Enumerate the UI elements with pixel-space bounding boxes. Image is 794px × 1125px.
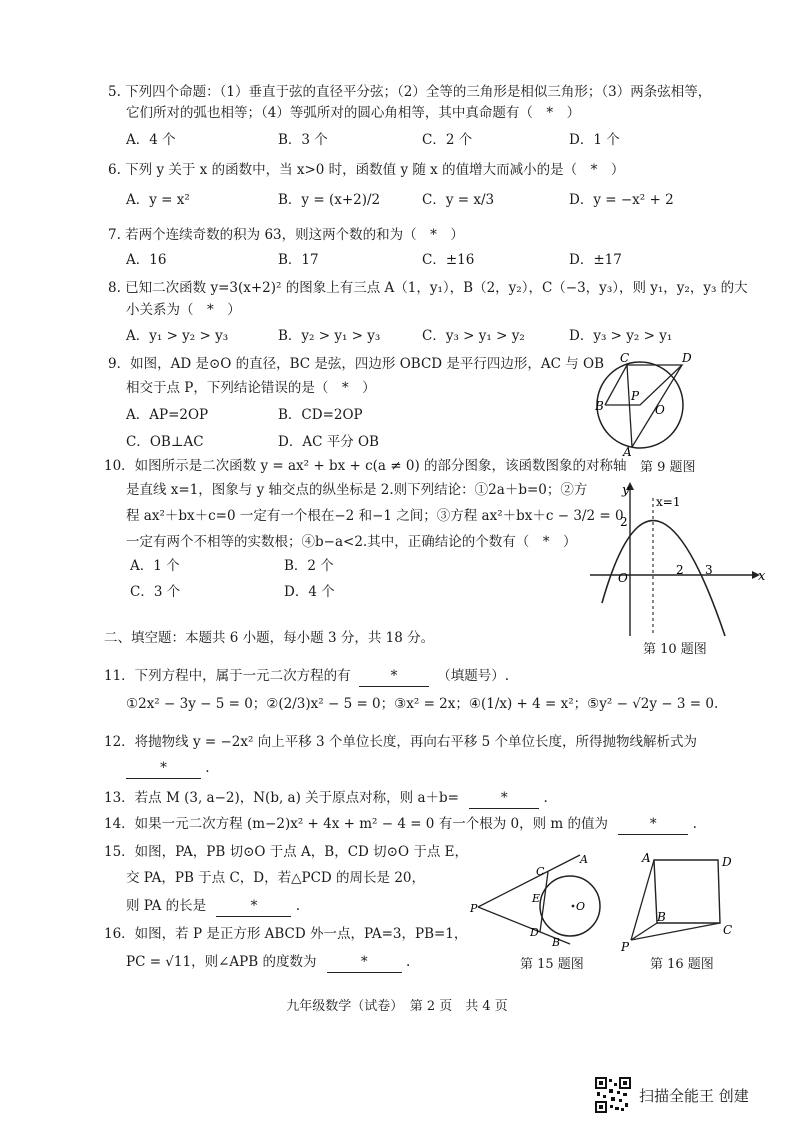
q16-label-d: D	[722, 855, 732, 869]
q10-figure	[590, 478, 770, 638]
q15-line2: 交 PA，PB 于点 C，D，若△PCD 的周长是 20，	[126, 870, 426, 886]
q11-tail: （填题号）.	[437, 668, 510, 684]
q15-blank[interactable]: *	[216, 896, 291, 917]
q7-option-b: B．17	[278, 252, 319, 268]
q9-label-c: C	[620, 351, 630, 365]
q15-prompt: 则 PA 的长是	[126, 898, 207, 914]
q8-option-b: B．y₂ > y₁ > y₃	[278, 328, 381, 344]
q10-line2: 是直线 x=1，图象与 y 轴交点的纵坐标是 2.则下列结论：①2a＋b=0；②方	[126, 482, 588, 498]
q10-line1: 10．如图所示是二次函数 y = ax² + bx + c(a ≠ 0) 的部分图象，该函数图象的对称轴	[104, 458, 627, 474]
q9-label-b: B	[595, 399, 604, 413]
q15-tail: .	[295, 898, 301, 914]
q7-line1: 7. 若两个连续奇数的积为 63，则这两个数的和为（ * ）	[108, 227, 464, 243]
q10-option-a: A．1 个	[130, 558, 180, 574]
q6-option-c: C．y = x/3	[422, 192, 495, 208]
q9-option-a: A．AP=2OP	[126, 407, 209, 423]
q11-line1	[104, 666, 509, 687]
q15-label-e: E	[532, 892, 541, 905]
q15-label-a: A	[580, 853, 588, 866]
q10-line3: 程 ax²＋bx＋c=0 一定有一个根在−2 和−1 之间；③方程 ax²＋bx＋c − 3/2 = 0	[126, 508, 624, 524]
q9-label-p: P	[631, 389, 640, 403]
q10-label-y: y	[622, 483, 630, 498]
q9-label-a: A	[623, 445, 632, 458]
q9-label-o: O	[655, 403, 665, 417]
q14-prompt: 14．如果一元二次方程 (m−2)x² + 4x + m² − 4 = 0 有一个根为 0，则 m 的值为	[104, 816, 608, 832]
q12-line1: 12．将抛物线 y = −2x² 向上平移 3 个单位长度，再向右平移 5 个单位长度，所得抛物线解析式为	[104, 734, 698, 750]
q16-line2	[126, 952, 410, 973]
q10-caption: 第 10 题图	[643, 642, 707, 657]
q10-label-o: O	[618, 571, 628, 585]
q12-tail: .	[205, 760, 210, 776]
q15-tangent-pa	[478, 855, 580, 907]
q10-line4: 一定有两个不相等的实数根；④b−a<2.其中，正确结论的个数有（ * ）	[126, 534, 577, 550]
q15-caption: 第 15 题图	[520, 957, 584, 972]
q15-center-dot	[572, 905, 575, 908]
q8-line2: 小关系为（ * ）	[126, 302, 241, 318]
q5-option-d: D．1 个	[569, 132, 620, 148]
q15-tangent-cd	[540, 872, 548, 932]
q5-option-a: A．4 个	[126, 132, 176, 148]
q6-option-a: A．y = x²	[126, 192, 190, 208]
q9-caption: 第 9 题图	[640, 460, 696, 475]
q9-option-d: D．AC 平分 OB	[278, 434, 379, 450]
q8-option-a: A．y₁ > y₂ > y₃	[126, 328, 229, 344]
q16-label-a: A	[642, 851, 651, 865]
q16-line-pa	[631, 860, 654, 940]
q9-figure	[585, 348, 700, 458]
q6-option-b: B．y = (x+2)/2	[278, 192, 381, 208]
q8-option-c: C．y₃ > y₁ > y₂	[422, 328, 525, 344]
q9-option-b: B．CD=2OP	[278, 407, 363, 423]
q15-label-b: B	[552, 936, 561, 949]
q5-option-c: C．2 个	[422, 132, 473, 148]
q13-prompt: 13．若点 M (3, a−2)，N(b, a) 关于原点对称，则 a＋b=	[104, 790, 459, 806]
q10-option-d: D．4 个	[284, 584, 335, 600]
section-2-heading: 二、填空题：本题共 6 小题，每小题 3 分，共 18 分。	[104, 630, 435, 646]
q10-label-2x: 2	[676, 563, 684, 577]
q11-items: ①2x² − 3y − 5 = 0；②(2/3)x² − 5 = 0；③x² = 2x；④(1/x) + 4 = x²；⑤y² − √2y − 3 = 0.	[126, 696, 719, 712]
q7-option-a: A．16	[126, 252, 167, 268]
q15-label-o: O	[576, 900, 586, 913]
q15-line1: 15．如图，PA，PB 切⊙O 于点 A，B，CD 切⊙O 于点 E，	[104, 844, 468, 860]
q16-label-p: P	[621, 940, 630, 954]
q16-blank[interactable]: *	[327, 952, 402, 973]
q13-tail: .	[543, 790, 548, 806]
q9-line-ac	[627, 365, 632, 447]
q10-option-b: B．2 个	[284, 558, 334, 574]
q10-label-3: 3	[705, 563, 713, 577]
q14-blank[interactable]: *	[618, 814, 688, 835]
q16-caption: 第 16 题图	[650, 957, 714, 972]
q7-option-c: C．±16	[422, 252, 475, 268]
q9-line1: 9．如图，AD 是⊙O 的直径，BC 是弦，四边形 OBCD 是平行四边形，AC 与 OB	[108, 356, 605, 372]
q16-tail: .	[406, 954, 411, 970]
q16-prompt: PC = √11，则∠APB 的度数为	[126, 954, 317, 970]
page-footer: 九年级数学（试卷） 第 2 页 共 4 页	[286, 999, 508, 1014]
q5-option-b: B．3 个	[278, 132, 328, 148]
qr-code-icon	[595, 1077, 631, 1113]
q16-line1: 16．如图，若 P 是正方形 ABCD 外一点，PA=3，PB=1，	[104, 926, 468, 942]
q12-blank[interactable]: *	[126, 758, 201, 779]
q9-line2: 相交于点 P，下列结论错误的是（ * ）	[126, 380, 376, 396]
q10-option-c: C．3 个	[130, 584, 181, 600]
scanner-text: 扫描全能王 创建	[639, 1086, 749, 1105]
q12-line2	[126, 758, 210, 779]
q9-label-d: D	[682, 351, 692, 365]
q6-option-d: D．y = −x² + 2	[569, 192, 674, 208]
q16-label-b: B	[657, 910, 666, 924]
q5-line2: 它们所对的弧也相等；（4）等弧所对的圆心角相等，其中真命题有（ * ）	[126, 105, 581, 121]
q10-label-2y: 2	[620, 515, 628, 529]
q15-label-c: C	[536, 865, 545, 878]
q10-label-axis: x=1	[656, 495, 681, 509]
q16-label-c: C	[723, 923, 733, 937]
scanner-watermark	[595, 1075, 749, 1115]
q6-line1: 6. 下列 y 关于 x 的函数中，当 x>0 时，函数值 y 随 x 的值增大而减小的是（ * ）	[108, 162, 625, 178]
q10-label-x: x	[758, 569, 766, 584]
q11-blank[interactable]: *	[359, 666, 429, 687]
q13-blank[interactable]: *	[469, 788, 539, 809]
q15-label-p: P	[470, 902, 478, 915]
q16-figure	[615, 848, 745, 956]
q8-option-d: D．y₃ > y₂ > y₁	[569, 328, 673, 344]
q9-option-c: C．OB⊥AC	[126, 434, 204, 450]
q11-prompt: 11．下列方程中，属于一元二次方程的有	[104, 668, 351, 684]
q14-tail: .	[692, 816, 697, 832]
q15-figure	[470, 850, 605, 950]
q15-circle	[540, 876, 600, 936]
q15-label-d: D	[530, 926, 539, 939]
q5-line1: 5. 下列四个命题：（1）垂直于弦的直径平分弦；（2）全等的三角形是相似三角形；（3）两条弦相等，	[108, 84, 712, 100]
q13-line1	[104, 788, 548, 809]
q8-line1: 8. 已知二次函数 y=3(x+2)² 的图象上有三点 A（1，y₁），B（2，y₂），C（−3，y₃），则 y₁，y₂，y₃ 的大	[108, 280, 748, 296]
q7-option-d: D．±17	[569, 252, 622, 268]
q14-line1	[104, 814, 697, 835]
q15-line3	[126, 896, 300, 917]
